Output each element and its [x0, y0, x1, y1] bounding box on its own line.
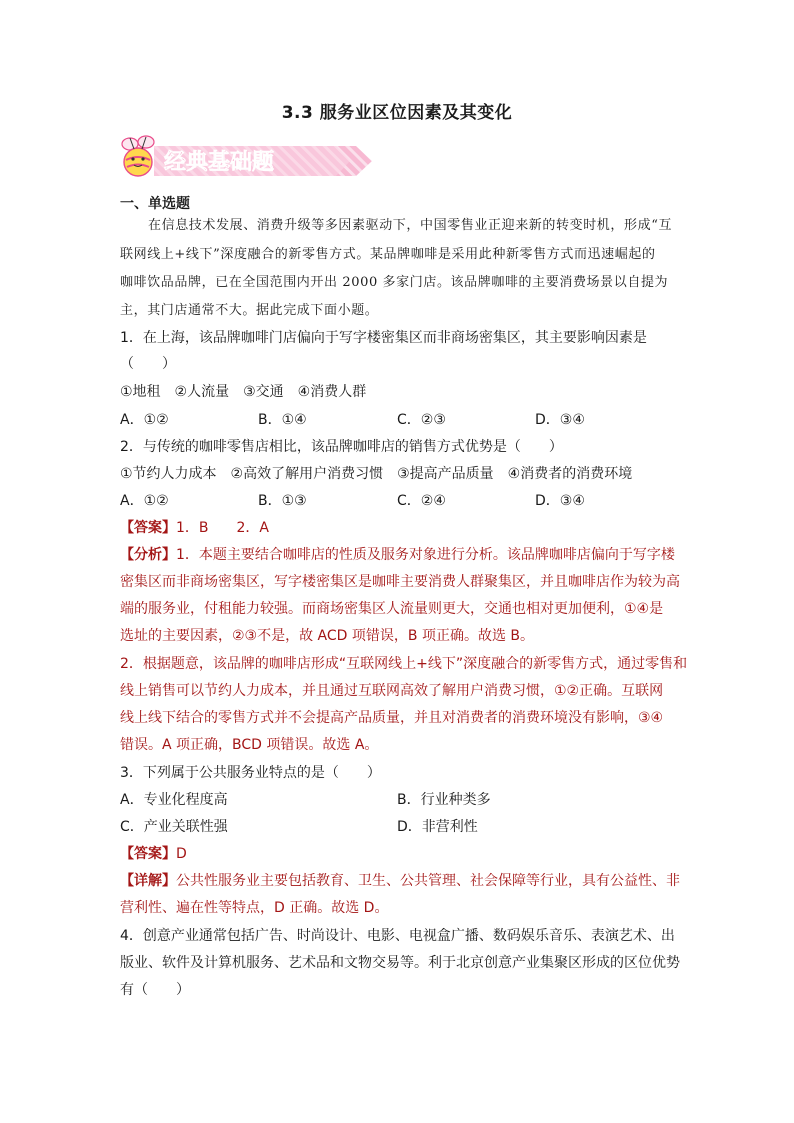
q2-option-a: A．①② — [120, 493, 169, 509]
detail-3-line: 营利性、遍在性等特点，D 正确。故选 D。 — [120, 900, 389, 916]
q2-option-c: C．②④ — [397, 493, 446, 509]
question-1-paren: （ ） — [120, 356, 176, 372]
analysis-1-line: 选址的主要因素，②③不是，故 ACD 项错误，B 项正确。故选 B。 — [120, 628, 534, 644]
question-4-line: 4．创意产业通常包括广告、时尚设计、电影、电视盒广播、数码娱乐音乐、表演艺术、出 — [120, 928, 675, 944]
analysis-1-line: 密集区而非商场密集区，写字楼密集区是咖啡主要消费人群聚集区，并且咖啡店作为较为高 — [120, 574, 680, 590]
q3-option-b: B．行业种类多 — [397, 792, 491, 808]
answer-label: 【答案】 — [120, 520, 176, 536]
section-banner — [116, 132, 376, 188]
q2-option-b: B．①③ — [258, 493, 307, 509]
detail-3-line — [120, 871, 680, 891]
question-4-line: 版业、软件及计算机服务、艺术品和文物交易等。利于北京创意产业集聚区形成的区位优势 — [120, 955, 680, 971]
intro-line: 在信息技术发展、消费升级等多因素驱动下，中国零售业正迎来新的转变时机，形成“互 — [148, 218, 673, 233]
question-1-stem: 1．在上海，该品牌咖啡门店偏向于写字楼密集区而非商场密集区，其主要影响因素是 — [120, 330, 647, 346]
q1-option-b: B．①④ — [258, 412, 307, 428]
q3-option-c: C．产业关联性强 — [120, 819, 228, 835]
answer-1-2 — [120, 518, 269, 538]
q1-option-d: D．③④ — [535, 412, 585, 428]
analysis-1-line: 端的服务业，付租能力较强。而商场密集区人流量则更大，交通也相对更加便利，①④是 — [120, 601, 664, 617]
section-heading: 一、单选题 — [120, 196, 190, 212]
intro-line: 联网线上+线下”深度融合的新零售方式。某品牌咖啡是采用此种新零售方式而迅速崛起的 — [120, 247, 656, 262]
question-4-line: 有（ ） — [120, 982, 190, 998]
detail-label: 【详解】 — [120, 873, 176, 889]
question-1-factors: ①地租 ②人流量 ③交通 ④消费人群 — [120, 384, 367, 400]
intro-line: 咖啡饮品品牌，已在全国范围内开出 2000 多家门店。该品牌咖啡的主要消费场景以自提为 — [120, 275, 669, 290]
bee-mascot-icon — [122, 136, 154, 176]
intro-line: 主，其门店通常不大。据此完成下面小题。 — [120, 303, 379, 318]
answer-label: 【答案】 — [120, 846, 176, 862]
analysis-label: 【分析】 — [120, 547, 176, 563]
answer-3 — [120, 844, 187, 864]
question-2-factors: ①节约人力成本 ②高效了解用户消费习惯 ③提高产品质量 ④消费者的消费环境 — [120, 466, 633, 482]
analysis-text: 1．本题主要结合咖啡店的性质及服务对象进行分析。该品牌咖啡店偏向于写字楼 — [176, 547, 675, 563]
question-3-stem: 3．下列属于公共服务业特点的是（ ） — [120, 765, 381, 781]
q2-option-d: D．③④ — [535, 493, 585, 509]
page-title: 3.3 服务业区位因素及其变化 — [281, 103, 513, 123]
question-2-stem: 2．与传统的咖啡零售店相比，该品牌咖啡店的销售方式优势是（ ） — [120, 439, 563, 455]
analysis-2-line: 2．根据题意，该品牌的咖啡店形成“互联网线上+线下”深度融合的新零售方式，通过零售和 — [120, 656, 688, 672]
analysis-2-line: 错误。A 项正确，BCD 项错误。故选 A。 — [120, 737, 379, 753]
q3-option-d: D．非营利性 — [397, 819, 478, 835]
analysis-2-line: 线上线下结合的零售方式并不会提高产品质量，并且对消费者的消费环境没有影响，③④ — [120, 710, 664, 726]
q1-option-c: C．②③ — [397, 412, 446, 428]
answer-text: D — [176, 846, 187, 862]
q3-option-a: A．专业化程度高 — [120, 792, 228, 808]
analysis-2-line: 线上销售可以节约人力成本，并且通过互联网高效了解用户消费习惯，①②正确。互联网 — [120, 683, 664, 699]
q1-option-a: A．①② — [120, 412, 169, 428]
banner-text: 经典基础题 — [164, 150, 275, 175]
detail-text: 公共性服务业主要包括教育、卫生、公共管理、社会保障等行业，具有公益性、非 — [176, 873, 680, 889]
answer-text: 1．B 2．A — [176, 520, 269, 536]
analysis-1-line — [120, 545, 675, 565]
